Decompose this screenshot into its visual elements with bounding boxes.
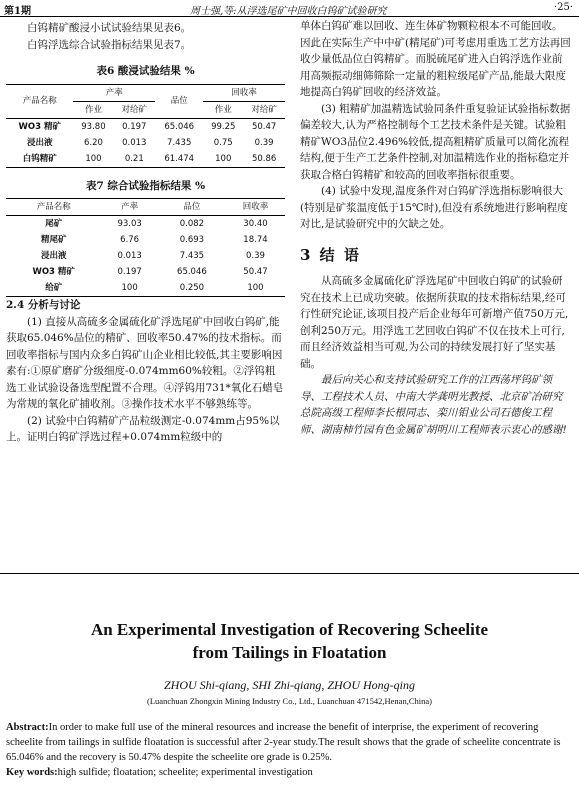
abstract-text: In order to make full use of the mineral resources and increase the benefit of interprise, the experiment of recovering scheelite from tailings in sulfide floatation is successful after 2-year study.The result shows that the grade of scheelite concentrate is 65.046% and the recovery is 50.47% despite the scheelite ore grade is 0.25%. bbox=[6, 722, 561, 763]
table-header: 品位 bbox=[158, 199, 226, 216]
section-heading: 3 结 语 bbox=[300, 245, 361, 264]
right-column bbox=[300, 18, 572, 438]
table6-caption: 表6 酸浸试验结果 % bbox=[96, 65, 195, 77]
page-header bbox=[0, 0, 579, 17]
table-header: 回收率 bbox=[203, 84, 285, 101]
table-row: 给矿 100 0.250 100 bbox=[6, 280, 285, 297]
table-header: 产率 bbox=[101, 199, 157, 216]
body-paragraph: 单体白钨矿难以回收、连生体矿物颗粒根本不可能回收。因此在实际生产中中矿(精尾矿)可考虑用重选工艺方法再回收少量低品位白钨精矿。而脱硫尾矿进入白钨浮选作业前用高频振动细筛筛除一定量的粗粒级尾矿产品,能最大限度地提高白钨矿回收的经济效益。 bbox=[300, 20, 571, 98]
table-subheader: 对给矿 bbox=[243, 101, 285, 118]
keywords-label: Key words: bbox=[6, 767, 58, 778]
table-row: 尾矿 93.03 0.082 30.40 bbox=[45, 219, 268, 229]
keywords-text: high sulfide; floatation; scheelite; experimental investigation bbox=[57, 767, 313, 778]
table-header: 产品名称 bbox=[6, 84, 73, 118]
table7 bbox=[6, 198, 285, 297]
english-authors: ZHOU Shi-qiang, SHI Zhi-qiang, ZHOU Hong-qing bbox=[163, 678, 415, 692]
acknowledgement: 最后向关心和支持试验研究工作的江西荡坪钨矿领导、工程技术人员、中南大学龚明光教授、北京矿冶研究总院高级工程师李长根同志、栾川钼业公司石德俊工程师、湖南柿竹园有色金属矿胡明川工程师表示衷心的感谢! bbox=[300, 374, 567, 436]
table-row: WO3 精矿 93.80 0.197 65.046 99.25 50.47 bbox=[18, 121, 277, 132]
body-paragraph: (4) 试验中发现,温度条件对白钨矿浮选指标影响很大(特别是矿浆温度低于15℃时),但没有系统地进行影响程度对比,是试验研究中的欠缺之处。 bbox=[300, 185, 568, 230]
table-header: 回收率 bbox=[226, 199, 285, 216]
body-paragraph: (3) 粗精矿加温精选试验同条件重复验证试验指标数据偏差较大,认为严格控制每个工艺技术条件是关键。试验粗精矿WO3品位2.496%较低,提高粗精矿质量可以简化流程结构,便于生产工艺条件控制,对加温精选作业的指标稳定并获取合格白钨精矿和较高的回收率指标很重要。 bbox=[300, 102, 571, 181]
table6 bbox=[6, 84, 285, 168]
page-number: ·25· bbox=[553, 2, 573, 13]
abstract-label: Abstract: bbox=[6, 722, 49, 733]
table-header: 品位 bbox=[155, 84, 203, 118]
table-row: WO3 精矿 0.197 65.046 50.47 bbox=[32, 267, 268, 277]
table-row: 浸出液 0.013 7.435 0.39 bbox=[40, 251, 265, 261]
table-row: 精尾矿 6.76 0.693 18.74 bbox=[40, 235, 268, 245]
table-row: 浸出液 6.20 0.013 7.435 0.75 0.39 bbox=[26, 137, 274, 148]
intro-line: 白钨精矿酸浸小试试验结果见表6。 bbox=[27, 22, 192, 34]
table7-caption: 表7 综合试验指标结果 % bbox=[85, 179, 206, 192]
conclusion-paragraph: 从高硫多金属硫化矿浮选尾矿中回收白钨矿的试验研究在技术上已成功突破。依据所获取的技术指标结果,经可行性研究论证,该项目投产后企业每年可新增产值750万元,创利250万元。用浮选工艺回收白钨矿不仅在技术上可行,而且经济效益相当可观,为公司的持续发展打好了坚实基础。 bbox=[300, 275, 569, 370]
table-row: 白钨精矿 100 0.21 61.474 100 50.86 bbox=[6, 151, 285, 168]
english-title: An Experimental Investigation of Recovering Scheelite from Tailings in Floatation bbox=[90, 620, 489, 662]
table-subheader: 作业 bbox=[73, 101, 113, 118]
english-abstract bbox=[6, 720, 573, 780]
english-affiliation: (Luanchuan Zhongxin Mining Industry Co., Ltd., Luanchuan 471542,Henan,China) bbox=[147, 696, 432, 706]
table-subheader: 对给矿 bbox=[113, 101, 155, 118]
issue-number: 第1期 bbox=[4, 6, 31, 17]
body-paragraph: (1) 直接从高硫多金属硫化矿浮选尾矿中回收白钨矿,能获取65.046%品位的精矿、回收率50.47%的技术指标。而回收率指标与国内众多白钨矿山企业相比较低,其主要影响因素有:①原矿磨矿分级细度-0.074mm60%较粗。②浮钨粗选工业试验设备选型配置不合理。④浮钨用731*氧化石蜡皂为常规的氧化矿捕收剂。③操作技术水平不够熟练等。 bbox=[6, 315, 284, 410]
body-paragraph: (2) 试验中白钨精矿产品粒级测定-0.074mm占95%以上。证明白钨矿浮选过程+0.074mm粒级中的 bbox=[6, 414, 280, 443]
table-header: 产率 bbox=[73, 84, 155, 101]
table-header: 产品名称 bbox=[6, 199, 101, 216]
divider bbox=[0, 573, 579, 574]
intro-line: 白钨浮选综合试验指标结果见表7。 bbox=[27, 38, 192, 51]
left-column bbox=[6, 20, 285, 446]
table-subheader: 作业 bbox=[203, 101, 243, 118]
running-title: 周士强,等:从浮选尾矿中回收白钨矿试验研究 bbox=[190, 6, 387, 17]
section-heading: 2.4 分析与讨论 bbox=[6, 299, 81, 311]
